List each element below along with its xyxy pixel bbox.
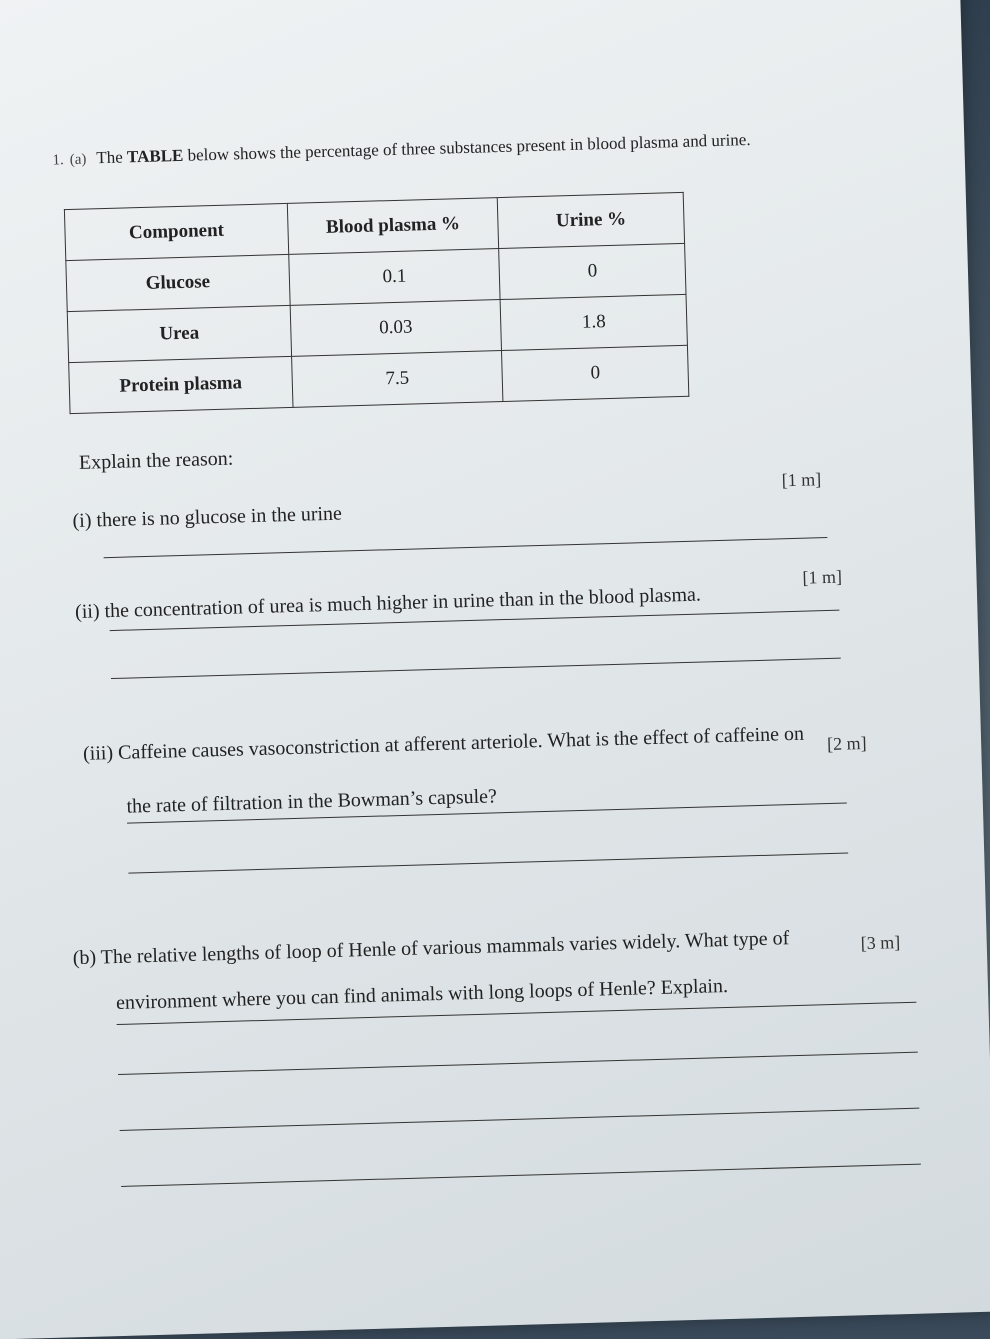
answer-line[interactable] [121, 1164, 921, 1187]
cell-component: Urea [67, 305, 291, 362]
sub-question-iii-line2: the rate of filtration in the Bowman’s capsule? [126, 785, 498, 818]
cell-component: Glucose [66, 254, 290, 311]
explain-label: Explain the reason: [78, 447, 234, 474]
cell-blood-plasma: 0.1 [289, 249, 501, 306]
answer-line[interactable] [128, 853, 848, 874]
cell-urine: 0 [502, 345, 689, 401]
header-urine: Urine % [498, 192, 685, 248]
sub-question-iii [83, 723, 805, 766]
cell-blood-plasma: 0.03 [290, 300, 502, 357]
answer-line[interactable] [120, 1108, 920, 1131]
sub-question-iii-text-line1: Caffeine causes vasoconstriction at afferent arteriole. What is the effect of caffeine on [117, 722, 805, 764]
answer-line[interactable] [111, 658, 841, 679]
header-component: Component [64, 203, 288, 260]
question-b-label: (b) [72, 946, 97, 970]
cell-component: Protein plasma [69, 356, 293, 413]
sub-question-i-text: there is no glucose in the urine [96, 502, 343, 532]
intro-lead-word: The [96, 147, 124, 168]
question-b-text-line1: The relative lengths of loop of Henle of various mammals varies widely. What type of [100, 927, 790, 969]
sub-question-i-label: (i) [72, 509, 92, 533]
marks-iii: [2 m] [826, 732, 867, 755]
question-part-a: (a) [69, 151, 87, 168]
header-blood-plasma: Blood plasma % [287, 198, 499, 255]
cell-urine: 0 [499, 243, 686, 299]
sub-question-ii [75, 584, 701, 624]
sub-question-iii-label: (iii) [82, 742, 114, 765]
question-b [72, 927, 789, 970]
question-content [52, 123, 912, 1015]
marks-ii: [1 m] [802, 566, 843, 588]
intro-text: below shows the percentage of three substances present in blood plasma and urine. [187, 129, 751, 165]
cell-blood-plasma: 7.5 [291, 351, 503, 408]
intro-bold-word: TABLE [126, 145, 184, 167]
answer-line[interactable] [104, 537, 828, 558]
marks-i: [1 m] [781, 469, 822, 491]
substance-table [64, 192, 689, 414]
question-b-line2: environment where you can find animals with long loops of Henle? Explain. [115, 974, 729, 1015]
answer-line[interactable] [118, 1052, 918, 1075]
question-number: 1. [52, 152, 64, 169]
sub-question-ii-label: (ii) [74, 600, 100, 624]
sub-question-i [72, 503, 342, 534]
sub-question-ii-text: the concentration of urea is much higher in urine than in the blood plasma. [104, 583, 702, 623]
cell-urine: 1.8 [500, 294, 687, 350]
question-a-intro [52, 126, 812, 172]
marks-b: [3 m] [860, 932, 901, 954]
